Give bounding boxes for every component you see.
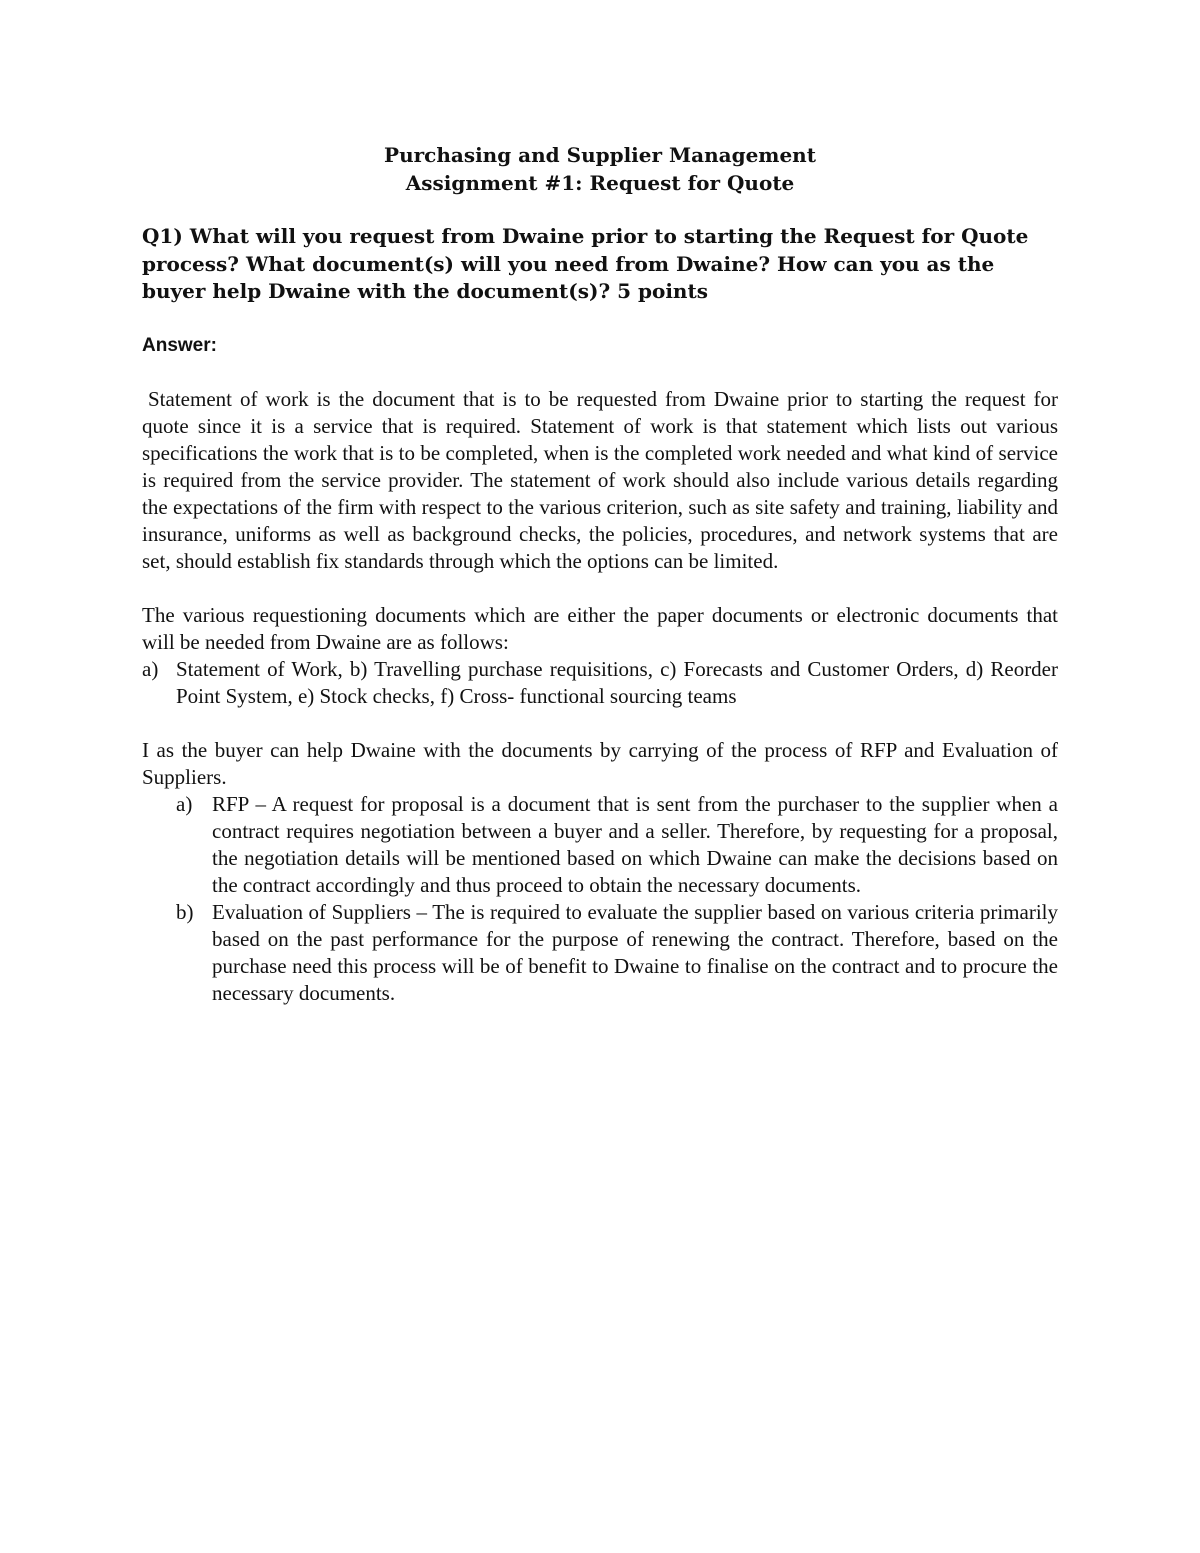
list-marker: a) (176, 791, 193, 816)
list-item (142, 899, 1058, 1007)
help-list (142, 791, 1058, 1007)
list-marker: b) (176, 899, 194, 924)
answer-paragraph-2: The various requestioning documents which are either the paper documents or electronic documents that will be needed from Dwaine are as follows: (142, 602, 1058, 654)
list-item (142, 791, 1058, 899)
answer-label: Answer: (142, 334, 217, 356)
document-title (142, 141, 1058, 197)
title-line-2: Assignment #1: Request for Quote (405, 171, 795, 195)
answer-paragraph-3: I as the buyer can help Dwaine with the documents by carrying of the process of RFP and Evaluation of Suppliers. (142, 737, 1058, 789)
answer-paragraph-1: Statement of work is the document that is to be requested from Dwaine prior to starting the request for quote since it is a service that is required. Statement of work is that statement which lists out various specifications the work that is to be completed, when is the completed work needed and what kind of service is required from the service provider. The statement of work should also include various details regarding the expectations of the firm with respect to the various criterion, such as site safety and training, liability and insurance, uniforms as well as background checks, the policies, procedures, and network systems that are set, should establish fix standards through which the options can be limited. (142, 386, 1058, 573)
documents-list (142, 656, 1058, 710)
document-body (142, 141, 1058, 1007)
question-text: Q1) What will you request from Dwaine prior to starting the Request for Quote process? What document(s) will you need from Dwaine? How can you as the buyer help Dwaine with the document(s)? 5 points (142, 224, 1029, 303)
title-line-1: Purchasing and Supplier Management (384, 143, 816, 167)
list-item-text: Statement of Work, b) Travelling purchase requisitions, c) Forecasts and Customer Orders, d) Reorder Point System, e) Stock checks, f) Cross- functional sourcing teams (176, 656, 1058, 708)
list-item-text: RFP – A request for proposal is a document that is sent from the purchaser to the supplier when a contract requires negotiation between a buyer and a seller. Therefore, by requesting for a proposal, the negotiation details will be mentioned based on which Dwaine can make the decisions based on the contract accordingly and thus proceed to obtain the necessary documents. (212, 791, 1058, 897)
list-marker: a) (142, 656, 159, 681)
list-item (142, 656, 1058, 710)
list-item-text: Evaluation of Suppliers – The is required to evaluate the supplier based on various criteria primarily based on the past performance for the purpose of renewing the contract. Therefore, based on the purchase need this process will be of benefit to Dwaine to finalise on the contract and to procure the necessary documents. (212, 899, 1058, 1005)
